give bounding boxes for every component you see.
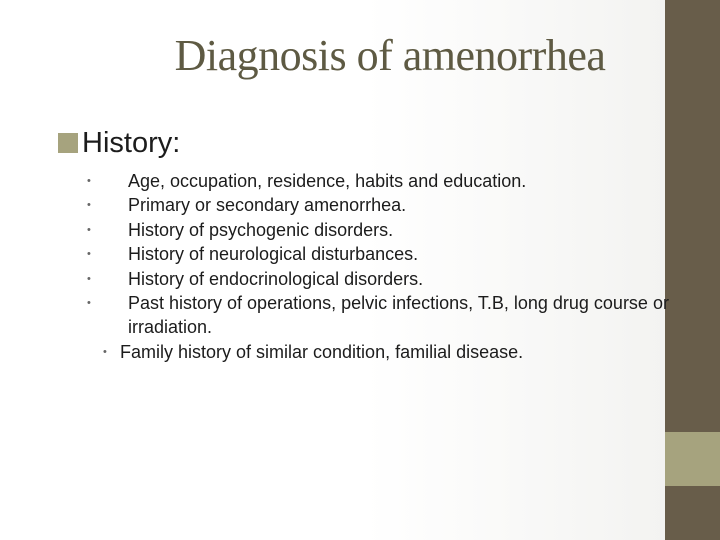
section-history <box>58 126 180 160</box>
decorative-sidebar-accent <box>665 432 720 486</box>
bullet-dot-icon: • <box>87 175 91 187</box>
list-item <box>80 169 665 193</box>
list-item-text: Age, occupation, residence, habits and education. <box>128 171 527 191</box>
bullet-dot-icon: • <box>87 223 91 236</box>
bullet-dot-icon: • <box>87 272 91 285</box>
list-item-text: Primary or secondary amenorrhea. <box>128 195 407 216</box>
list-item <box>80 267 665 291</box>
list-item-text: History of psychogenic disorders. <box>128 219 394 240</box>
list-item-text: Family history of similar condition, familial disease. <box>120 341 524 362</box>
list-item <box>80 340 665 364</box>
bullet-dot-icon: • <box>87 199 91 212</box>
list-item <box>80 242 665 266</box>
bullet-list <box>80 169 669 364</box>
list-item <box>80 193 665 217</box>
list-item <box>80 291 687 340</box>
section-heading: History: <box>82 127 181 159</box>
list-item-text: History of neurological disturbances. <box>128 244 419 265</box>
bullet-dot-icon: • <box>103 345 107 358</box>
square-bullet-icon <box>58 133 78 153</box>
list-item <box>80 218 665 242</box>
list-item-text: History of endocrinological disorders. <box>128 268 424 289</box>
bullet-dot-icon: • <box>87 297 91 310</box>
slide-title: Diagnosis of amenorrhea <box>174 31 606 80</box>
list-item-text: Past history of operations, pelvic infections, T.B, long drug course or irradiation. <box>128 293 669 338</box>
bullet-dot-icon: • <box>87 248 91 261</box>
